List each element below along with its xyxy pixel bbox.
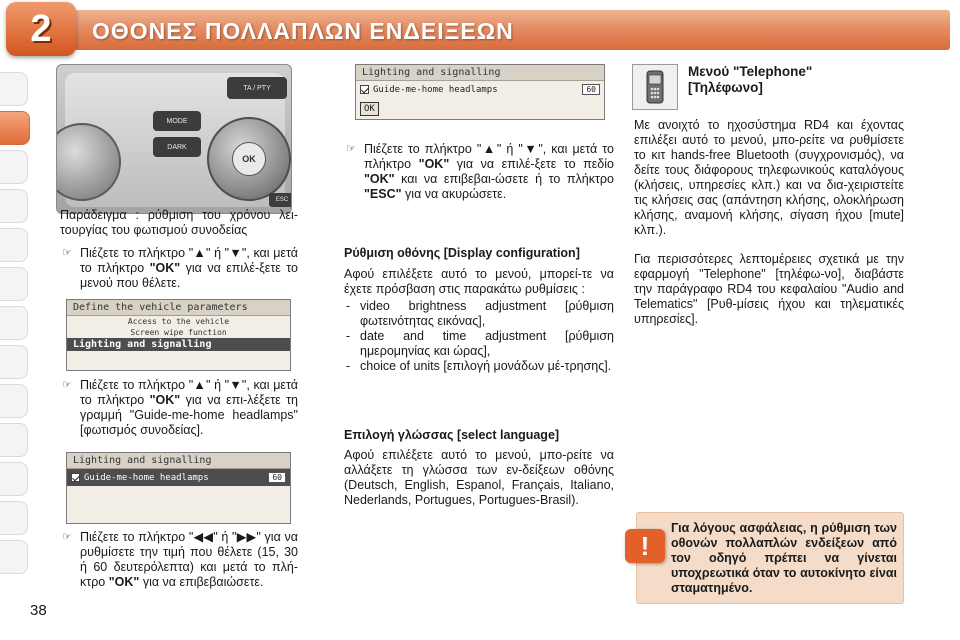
step-4: ☞ Πιέζετε το πλήκτρο "▲" ή "▼", και μετά το πλήκτρο "OK" για να επιλέ-ξετε το πεδίο "OK" και να επιβεβαι-ώσετε ή το πλήκτρο "ESC" για να ακυρώσετε. <box>346 142 614 201</box>
screen-title: Lighting and signalling <box>356 65 604 81</box>
safety-warning <box>636 512 904 604</box>
screen-ok-field: OK <box>360 102 379 116</box>
chapter-tab[interactable] <box>0 189 28 223</box>
hand-pointer-icon: ☞ <box>346 143 356 155</box>
value-field: 60 <box>268 472 286 483</box>
ok-button: OK <box>232 142 266 176</box>
value-field: 60 <box>582 84 600 95</box>
section-heading: Επιλογή γλώσσας [select language] <box>344 428 560 442</box>
chapter-tab[interactable] <box>0 423 28 457</box>
screen-row-selected: Guide-me-home headlamps 60 <box>67 469 290 486</box>
chapter-tab[interactable] <box>0 462 28 496</box>
select-language-section <box>344 428 614 508</box>
chapter-tab[interactable] <box>0 306 28 340</box>
list-item: - date and time adjustment [ρύθμιση ημερομηνίας και ώρας], <box>346 329 614 358</box>
display-configuration-section <box>344 246 614 374</box>
screen-line-selected: Lighting and signalling <box>67 338 290 351</box>
left-column <box>60 208 298 238</box>
screen-line: Access to the vehicle <box>127 317 230 326</box>
telephone-more-info: Για περισσότερες λεπτομέρειες σχετικά με την εφαρμογή "Telephone" [τηλέφω-νο], διαβάστε την παράγραφο RD4 του κεφαλαίου "Audio and Telematics" [Ρυθ-μίσεις ήχου και τηλεματικές υπηρεσίες]. <box>634 252 904 326</box>
chapter-tab[interactable] <box>0 228 28 262</box>
hand-pointer-icon: ☞ <box>62 379 72 391</box>
screen-title: Lighting and signalling <box>67 453 290 469</box>
page-title: ΟΘΟΝΕΣ ΠΟΛΛΑΠΛΩΝ ΕΝΔΕΙΞΕΩΝ <box>92 18 514 44</box>
screen-row: Guide-me-home headlamps 60 <box>356 81 604 98</box>
section-heading: Ρύθμιση οθόνης [Display configuration] <box>344 246 580 260</box>
telephone-section <box>634 118 904 327</box>
telephone-text: Με ανοιχτό το ηχοσύστημα RD4 και έχοντας επιλέξει αυτό το μενού, μπο-ρείτε να ρυθμίσετε το κιτ hands-free Bluetooth (συγχρονισμός), να δείτε τους διάφορους τηλεφωνικούς καταλόγους (κλήσεις, υπηρεσίες κλπ.) και να δια-χειριστείτε τις κλήσεις σας (απάντηση κλήσης, ολοκλήρωση κλήσης, αναμονή κλήσης, σίγαση ήχου [mute] κλπ.). <box>634 118 904 237</box>
chapter-tab[interactable] <box>0 72 28 106</box>
chapter-tab[interactable] <box>0 345 28 379</box>
panel-buttons <box>151 105 203 214</box>
exclamation-icon: ! <box>625 529 665 563</box>
chapter-badge <box>6 2 76 56</box>
section-intro: Αφού επιλέξετε αυτό το μενού, μπορεί-τε να έχετε πρόσβαση στις παρακάτω ρυθμίσεις : <box>344 267 614 296</box>
step-3: ☞ Πιέζετε το πλήκτρο "◀◀" ή "▶▶" για να ρυθμίσετε την τιμή που θέλετε (15, 30 ή 60 δευτερόλεπτα) και μετά το πλή-κτρο "OK" για να επιβεβαιώσετε. <box>62 530 298 589</box>
screen-vehicle-parameters <box>66 299 291 371</box>
mode-button: MODE <box>153 111 201 131</box>
chapter-tab[interactable] <box>0 150 28 184</box>
warning-text: Για λόγους ασφάλειας, η ρύθμιση των οθονών πολλαπλών ενδείξεων από τον οδηγό πρέπει να γίνεται υποχρεωτικά όταν το αυτοκίνητο είναι σταματημένο. <box>671 521 897 595</box>
list-item: - video brightness adjustment [ρύθμιση φωτεινότητας εικόνας], <box>346 299 614 328</box>
hand-pointer-icon: ☞ <box>62 531 72 543</box>
chapter-tab[interactable] <box>0 501 28 535</box>
telephone-menu-heading: Μενού "Telephone" [Τηλέφωνο] <box>688 64 813 95</box>
step-2: ☞ Πιέζετε το πλήκτρο "▲" ή "▼", και μετά το πλήκτρο "OK" για να επι-λέξετε τη γραμμή "Guide-me-home headlamps" [φωτισμός συνοδείας]. <box>62 378 298 437</box>
header <box>0 0 960 58</box>
chapter-tab-active[interactable] <box>0 111 30 145</box>
chapter-tab[interactable] <box>0 540 28 574</box>
chapter-tabs <box>0 72 30 579</box>
page-number: 38 <box>30 602 47 619</box>
section-text: Αφού επιλέξετε αυτό το μενού, μπο-ρείτε να αλλάξετε τη γλώσσα των εν-δείξεων οθόνης (Deutsch, English, Espanol, Français, Italiano, Nederlands, Portugues, Portugues-Brasil). <box>344 448 614 507</box>
screen-line: Screen wipe function <box>130 328 227 337</box>
chapter-tab[interactable] <box>0 267 28 301</box>
chapter-number: 2 <box>30 8 52 50</box>
mobile-phone-icon <box>632 64 678 110</box>
screen-title: Define the vehicle parameters <box>67 300 290 316</box>
screen-lighting-selected-row <box>66 452 291 524</box>
ta-pty-button: TA / PTY <box>227 77 287 99</box>
list-item: - choice of units [επιλογή μονάδων μέ-τρησης]. <box>346 359 612 373</box>
esc-button: ESC <box>269 193 292 207</box>
hand-pointer-icon: ☞ <box>62 247 72 259</box>
example-caption: Παράδειγμα : ρύθμιση του χρόνου λει-τουργίας του φωτισμού συνοδείας <box>60 208 298 237</box>
control-panel-photo <box>56 64 292 214</box>
step-1: ☞ Πιέζετε το πλήκτρο "▲" ή "▼", και μετά το πλήκτρο "OK" για να επιλέ-ξετε το μενού που θέλετε. <box>62 246 298 290</box>
checkbox-icon <box>71 473 80 482</box>
screen-lighting-ok <box>355 64 605 120</box>
chapter-tab[interactable] <box>0 384 28 418</box>
checkbox-icon <box>360 85 369 94</box>
dark-button: DARK <box>153 137 201 157</box>
